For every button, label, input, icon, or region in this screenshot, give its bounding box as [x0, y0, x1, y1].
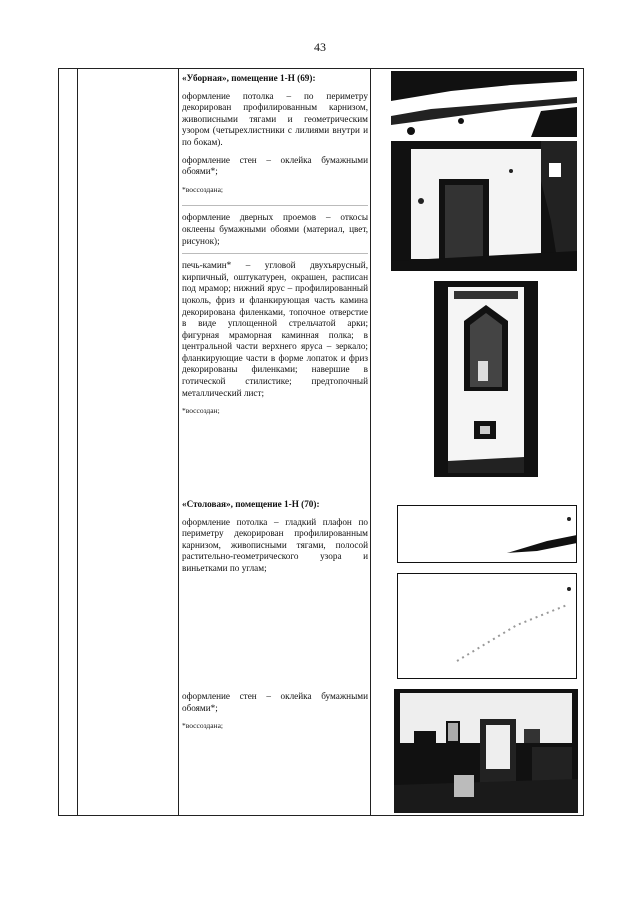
- section-70-text: [182, 499, 368, 581]
- column-divider: [77, 69, 78, 815]
- section-69-walls: оформление стен – оклейка бумажными обоями*;: [182, 154, 368, 177]
- photo-cornice-70: [397, 573, 577, 679]
- photo-stove-69: [434, 281, 538, 477]
- section-69-title: «Уборная», помещение 1-Н (69):: [182, 73, 316, 83]
- photo-ceiling-69: [391, 71, 577, 137]
- section-70-walls-text: [182, 691, 368, 742]
- section-70-walls: оформление стен – оклейка бумажными обоями*;: [182, 691, 368, 713]
- section-70-walls-note: *воссоздана;: [182, 721, 223, 731]
- row-separator: [182, 253, 368, 254]
- section-69-text: [182, 73, 368, 427]
- photo-ceiling-70: [397, 505, 577, 563]
- inventory-table: [58, 68, 584, 816]
- section-69-stove-note: *воссоздан;: [182, 406, 220, 416]
- section-69-doors: оформление дверных проемов – откосы оклеены бумажными обоями (материал, цвет, рисунок);: [182, 212, 368, 246]
- column-divider: [178, 69, 179, 815]
- page-number: 43: [314, 40, 326, 54]
- photo-walls-69: [391, 141, 577, 271]
- section-69-ceiling: оформление потолка – по периметру декорирован профилированным карнизом, живописными тягами и геометрическим узором (четырехлистники с лилиями внутри и по бокам).: [182, 90, 368, 147]
- section-69-stove: печь-камин* – угловой двухъярусный, кирпичный, оштукатурен, окрашен, расписан под мрамор; нижний ярус – профилированный цоколь, фриз и фланкирующая часть камина декорирована филенками, топочное отверстие в виде уплощенной стрельчатой арки; фигурная мраморная каминная полка; в центральной части верхнего яруса – зеркало; фланкирующие части в форме лопаток и фриз декорированы филенками; навершие в готической стилистике; предтопочный металлический лист;: [182, 260, 368, 398]
- column-divider: [370, 69, 371, 815]
- row-separator: [182, 205, 368, 206]
- section-70-title: «Столовая», помещение 1-Н (70):: [182, 499, 320, 509]
- photo-walls-70: [394, 689, 578, 813]
- section-69-walls-note: *воссоздана;: [182, 184, 223, 194]
- section-70-ceiling: оформление потолка – гладкий плафон по периметру декорирован профилированным карнизом, живописными тягами, полосой растительно-геометрического узора и виньетками по углам;: [182, 516, 368, 573]
